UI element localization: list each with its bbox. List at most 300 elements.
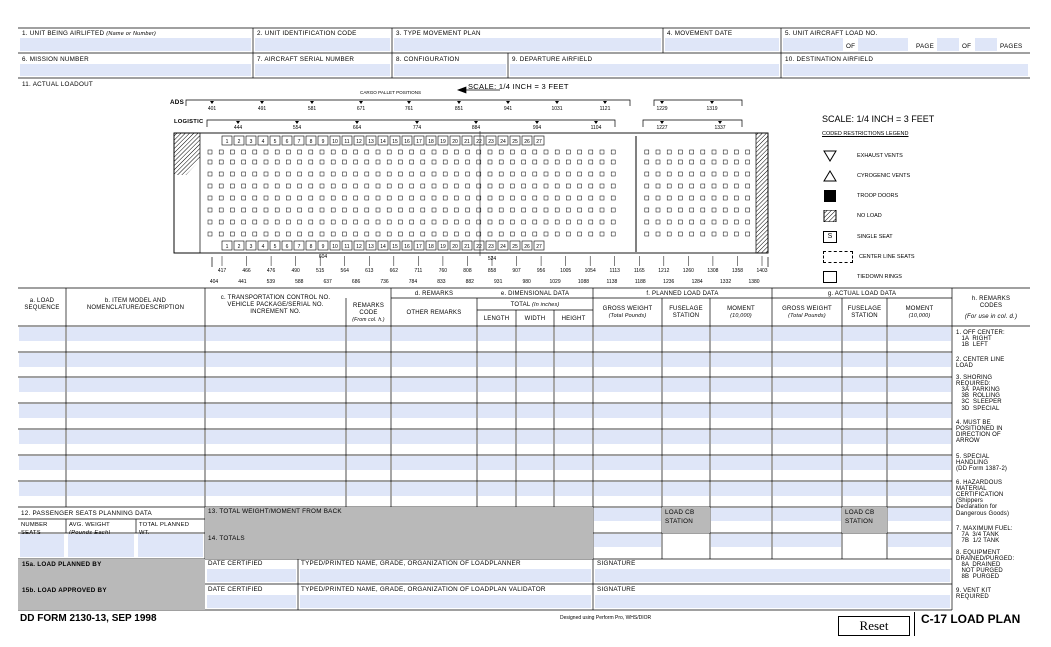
station-row1-1358: 1358 — [731, 268, 744, 274]
tiedown-ring — [701, 232, 705, 236]
ads-marker-491 — [260, 101, 264, 104]
totals-13-field-1[interactable] — [594, 508, 661, 521]
row-6-col-9-field[interactable] — [594, 456, 661, 470]
col-other-remarks-header: OTHER REMARKS — [406, 310, 462, 316]
tiedown-ring — [522, 150, 526, 154]
tiedown-ring — [264, 160, 268, 164]
tiedown-ring — [544, 220, 548, 224]
row-4-col-11-field[interactable] — [711, 404, 771, 418]
row-1-col-13-field[interactable] — [843, 327, 886, 341]
seat-bottom-label-21: 21 — [464, 244, 470, 250]
station-row2-637: 637 — [323, 279, 332, 285]
tiedown-ring — [578, 172, 582, 176]
row-6-col-13-field[interactable] — [843, 456, 886, 470]
remarks-code-9: 9. VENT KIT REQUIRED — [956, 588, 992, 601]
tiedown-ring — [656, 208, 660, 212]
row-7-col-8-field[interactable] — [555, 482, 592, 496]
row-2-col-11-field[interactable] — [711, 353, 771, 367]
row-3-col-8-field[interactable] — [555, 378, 592, 392]
row-2-col-5-field[interactable] — [392, 353, 476, 367]
seat-bottom-label-6: 6 — [285, 244, 289, 250]
row-7-col-12-field[interactable] — [773, 482, 841, 496]
row-4-col-12-field[interactable] — [773, 404, 841, 418]
tiedown-ring — [544, 184, 548, 188]
tiedown-ring — [309, 220, 313, 224]
tiedown-ring — [275, 232, 279, 236]
tiedown-ring — [645, 172, 649, 176]
tiedown-ring — [611, 184, 615, 188]
row-3-col-3-field[interactable] — [206, 378, 345, 392]
remarks-code-1: 1. OFF CENTER: 1A RIGHT 1B LEFT — [956, 330, 1005, 349]
tiedown-ring — [589, 150, 593, 154]
row-6-col-7-field[interactable] — [517, 456, 553, 470]
tiedown-ring — [219, 184, 223, 188]
planner-signature-field[interactable] — [595, 569, 950, 582]
tiedown-ring — [320, 184, 324, 188]
seat-top-label-18: 18 — [428, 139, 434, 145]
unit-aircraft-load-no-label: 5. UNIT AIRCRAFT LOAD NO. — [785, 30, 878, 37]
tiedown-ring — [331, 172, 335, 176]
row-5-col-12-field[interactable] — [773, 430, 841, 444]
logistic-marker-1104 — [594, 121, 598, 124]
tiedown-ring — [286, 172, 290, 176]
row-3-col-12-field[interactable] — [773, 378, 841, 392]
logistic-label: LOGISTIC — [174, 119, 204, 125]
tiedown-ring — [298, 150, 302, 154]
tiedown-ring — [354, 160, 358, 164]
row-5-col-11-field[interactable] — [711, 430, 771, 444]
tiedown-ring — [275, 172, 279, 176]
row-3-col-4-field[interactable] — [347, 378, 390, 392]
row-1-col-7-field[interactable] — [517, 327, 553, 341]
row-4-col-1-field[interactable] — [19, 404, 65, 418]
row-1-col-9-field[interactable] — [594, 327, 661, 341]
row-3-col-11-field[interactable] — [711, 378, 771, 392]
diagram-scale-label: SCALE: 1/4 INCH = 3 FEET — [468, 82, 569, 91]
row-1-col-12-field[interactable] — [773, 327, 841, 341]
tiedown-ring — [600, 150, 604, 154]
tiedown-ring — [701, 196, 705, 200]
row-5-col-10-field[interactable] — [663, 430, 709, 444]
row-4-col-14-field[interactable] — [888, 404, 951, 418]
row-7-col-10-field[interactable] — [663, 482, 709, 496]
station-row1-466: 466 — [242, 268, 251, 274]
row-2-col-7-field[interactable] — [517, 353, 553, 367]
tiedown-ring — [578, 220, 582, 224]
tiedown-ring — [264, 184, 268, 188]
seat-bottom-label-26: 26 — [524, 244, 530, 250]
row-3-col-2-field[interactable] — [67, 378, 204, 392]
row-6-col-12-field[interactable] — [773, 456, 841, 470]
tiedown-ring — [667, 172, 671, 176]
tiedown-ring — [242, 208, 246, 212]
row-4-col-10-field[interactable] — [663, 404, 709, 418]
unit-being-airlifted-label: 1. UNIT BEING AIRLIFTED (Name or Number) — [22, 30, 157, 37]
page-of-label: OF — [962, 43, 972, 50]
tiedown-ring — [701, 208, 705, 212]
row-3-col-9-field[interactable] — [594, 378, 661, 392]
tiedown-ring — [354, 208, 358, 212]
tiedown-ring — [342, 184, 346, 188]
tiedown-ring — [746, 184, 750, 188]
totals-14-field-1[interactable] — [594, 534, 661, 547]
row-3-col-13-field[interactable] — [843, 378, 886, 392]
col-actual-fuselage-station-header: FUSELAGE STATION — [847, 306, 882, 319]
row-4-col-7-field[interactable] — [517, 404, 553, 418]
tiedown-ring — [320, 172, 324, 176]
tiedown-ring — [656, 172, 660, 176]
col-remarks-codes-hint: (For use in col. d.) — [964, 314, 1018, 320]
tiedown-ring — [298, 196, 302, 200]
row-6-col-14-field[interactable] — [888, 456, 951, 470]
tiedown-ring — [746, 208, 750, 212]
planner-name-label: TYPED/PRINTED NAME, GRADE, ORGANIZATION OF LOADPLANNER — [301, 560, 521, 567]
tiedown-ring — [578, 184, 582, 188]
seat-top-label-23: 23 — [488, 139, 494, 145]
tiedown-ring — [667, 160, 671, 164]
planner-name-field[interactable] — [300, 569, 591, 582]
tiedown-ring — [746, 160, 750, 164]
row-4-col-8-field[interactable] — [555, 404, 592, 418]
date-certified-planned-label: DATE CERTIFIED — [208, 560, 263, 567]
tiedown-ring — [365, 232, 369, 236]
tiedown-ring — [645, 184, 649, 188]
tiedown-ring — [690, 150, 694, 154]
tiedown-ring — [354, 220, 358, 224]
row-3-col-14-field[interactable] — [888, 378, 951, 392]
row-7-col-5-field[interactable] — [392, 482, 476, 496]
tiedown-ring — [533, 232, 537, 236]
row-3-col-10-field[interactable] — [663, 378, 709, 392]
station-row1-564: 564 — [340, 268, 349, 274]
seat-bottom-label-15: 15 — [392, 244, 398, 250]
station-row1-1054: 1054 — [584, 268, 596, 274]
row-1-col-5-field[interactable] — [392, 327, 476, 341]
tiedown-ring — [645, 220, 649, 224]
col-total-in-inches-header: TOTAL (In inches) — [510, 302, 560, 308]
row-7-col-4-field[interactable] — [347, 482, 390, 496]
totals-13-field-2[interactable] — [711, 508, 771, 521]
logistic-marker-1337 — [718, 121, 722, 124]
tiedown-ring — [365, 184, 369, 188]
seat-top-label-22: 22 — [476, 139, 482, 145]
row-5-col-13-field[interactable] — [843, 430, 886, 444]
tiedown-ring — [208, 160, 212, 164]
seat-bottom-label-19: 19 — [440, 244, 446, 250]
tiedown-ring — [488, 184, 492, 188]
seat-bottom-label-9: 9 — [321, 244, 325, 250]
tiedown-ring — [522, 184, 526, 188]
seat-top-label-26: 26 — [524, 139, 530, 145]
tiedown-ring — [410, 150, 414, 154]
row-6-col-5-field[interactable] — [392, 456, 476, 470]
row-1-col-11-field[interactable] — [711, 327, 771, 341]
tiedown-ring — [454, 196, 458, 200]
row-3-col-5-field[interactable] — [392, 378, 476, 392]
station-mark-bottom: 604 — [318, 254, 328, 260]
row-1-col-8-field[interactable] — [555, 327, 592, 341]
load-planned-by-label: 15a. LOAD PLANNED BY — [22, 561, 102, 568]
col-planned-load-data-header: f. PLANNED LOAD DATA — [646, 291, 719, 297]
form-number: DD FORM 2130-13, SEP 1998 — [20, 613, 157, 624]
tiedown-ring — [376, 220, 380, 224]
row-4-col-13-field[interactable] — [843, 404, 886, 418]
tiedown-ring — [365, 196, 369, 200]
tiedown-ring — [219, 232, 223, 236]
legend-title: CODED RESTRICTIONS LEGEND — [822, 131, 909, 137]
logistic-station-1104: 1104 — [590, 125, 602, 131]
aircraft-serial-number-label: 7. AIRCRAFT SERIAL NUMBER — [257, 56, 355, 63]
row-2-col-8-field[interactable] — [555, 353, 592, 367]
row-7-col-6-field[interactable] — [478, 482, 515, 496]
row-4-col-2-field[interactable] — [67, 404, 204, 418]
tiedown-ring — [712, 160, 716, 164]
row-7-col-11-field[interactable] — [711, 482, 771, 496]
col-actual-moment-header: MOMENT (10,000) — [905, 306, 934, 319]
tiedown-ring — [286, 150, 290, 154]
seat-bottom-label-18: 18 — [428, 244, 434, 250]
tiedown-ring — [342, 208, 346, 212]
station-row2-736: 736 — [380, 279, 389, 285]
tiedown-ring — [645, 208, 649, 212]
tiedown-ring — [488, 220, 492, 224]
row-6-col-1-field[interactable] — [19, 456, 65, 470]
row-3-col-1-field[interactable] — [19, 378, 65, 392]
row-1-col-4-field[interactable] — [347, 327, 390, 341]
seat-bottom-label-4: 4 — [261, 244, 265, 250]
row-7-col-13-field[interactable] — [843, 482, 886, 496]
row-1-col-1-field[interactable] — [19, 327, 65, 341]
tiedown-ring — [499, 220, 503, 224]
logistic-marker-444 — [236, 121, 240, 124]
row-2-col-2-field[interactable] — [67, 353, 204, 367]
row-6-col-2-field[interactable] — [67, 456, 204, 470]
reset-button[interactable]: Reset — [838, 616, 910, 636]
row-3-col-6-field[interactable] — [478, 378, 515, 392]
validator-signature-field[interactable] — [595, 595, 950, 608]
tiedown-ring — [645, 150, 649, 154]
tiedown-ring — [354, 172, 358, 176]
tiedown-ring — [454, 160, 458, 164]
tiedown-ring — [544, 196, 548, 200]
row-2-col-12-field[interactable] — [773, 353, 841, 367]
row-5-col-5-field[interactable] — [392, 430, 476, 444]
tiedown-ring — [645, 160, 649, 164]
tiedown-ring — [309, 160, 313, 164]
date-certified-approved-field[interactable] — [207, 595, 296, 608]
row-6-col-3-field[interactable] — [206, 456, 345, 470]
row-6-col-8-field[interactable] — [555, 456, 592, 470]
tiedown-ring — [510, 172, 514, 176]
totals-13-field-4[interactable] — [888, 508, 951, 521]
tiedown-ring — [230, 172, 234, 176]
tiedown-ring — [443, 196, 447, 200]
tiedown-ring — [611, 150, 615, 154]
tiedown-ring — [342, 150, 346, 154]
row-7-col-14-field[interactable] — [888, 482, 951, 496]
seat-bottom-label-27: 27 — [536, 244, 542, 250]
ads-marker-941 — [506, 101, 510, 104]
station-row1-662: 662 — [389, 268, 398, 274]
tiedown-ring — [342, 232, 346, 236]
tiedown-ring — [690, 160, 694, 164]
totals-13-field-3[interactable] — [773, 508, 841, 521]
tiedown-ring — [723, 232, 727, 236]
row-4-col-5-field[interactable] — [392, 404, 476, 418]
tiedown-ring — [242, 220, 246, 224]
ads-station-1319: 1319 — [706, 106, 718, 112]
tiedown-ring — [611, 220, 615, 224]
ads-marker-1031 — [555, 101, 559, 104]
tiedown-ring — [678, 184, 682, 188]
tiedown-ring — [678, 196, 682, 200]
tiedown-ring — [387, 232, 391, 236]
tiedown-ring — [354, 196, 358, 200]
row-2-col-6-field[interactable] — [478, 353, 515, 367]
seat-top-label-13: 13 — [368, 139, 374, 145]
tiedown-ring — [611, 232, 615, 236]
station-row2-1380: 1380 — [748, 279, 760, 285]
total-planned-wt-label: TOTAL PLANNED — [139, 522, 190, 528]
tiedown-ring — [510, 208, 514, 212]
tiedown-ring — [734, 232, 738, 236]
row-5-col-3-field[interactable] — [206, 430, 345, 444]
station-row2-1284: 1284 — [691, 279, 703, 285]
tiedown-ring — [566, 160, 570, 164]
tiedown-ring — [309, 208, 313, 212]
row-7-col-7-field[interactable] — [517, 482, 553, 496]
row-5-col-8-field[interactable] — [555, 430, 592, 444]
tiedown-ring — [387, 160, 391, 164]
departure-airfield-label: 9. DEPARTURE AIRFIELD — [512, 56, 593, 63]
tiedown-ring — [443, 160, 447, 164]
tiedown-ring — [298, 232, 302, 236]
validator-name-field[interactable] — [300, 595, 591, 608]
row-2-col-3-field[interactable] — [206, 353, 345, 367]
row-7-col-9-field[interactable] — [594, 482, 661, 496]
tiedown-ring — [230, 232, 234, 236]
tiedown-ring — [242, 184, 246, 188]
row-5-col-1-field[interactable] — [19, 430, 65, 444]
station-row1-1113: 1113 — [609, 268, 620, 274]
seat-bottom-label-22: 22 — [476, 244, 482, 250]
seat-bottom-label-11: 11 — [344, 244, 350, 250]
station-row2-931: 931 — [494, 279, 503, 285]
row-7-col-2-field[interactable] — [67, 482, 204, 496]
row-4-col-3-field[interactable] — [206, 404, 345, 418]
avg-weight-field[interactable] — [68, 534, 134, 557]
row-5-col-2-field[interactable] — [67, 430, 204, 444]
row-1-col-3-field[interactable] — [206, 327, 345, 341]
total-planned-wt-field[interactable] — [138, 534, 203, 557]
logistic-station-554: 554 — [292, 125, 302, 131]
totals-14-field-3[interactable] — [773, 534, 841, 547]
station-row1-1005: 1005 — [560, 268, 572, 274]
tiedown-ring — [589, 220, 593, 224]
row-6-col-4-field[interactable] — [347, 456, 390, 470]
tiedown-ring — [522, 196, 526, 200]
row-4-col-6-field[interactable] — [478, 404, 515, 418]
row-5-col-7-field[interactable] — [517, 430, 553, 444]
tiedown-ring — [555, 184, 559, 188]
row-1-col-2-field[interactable] — [67, 327, 204, 341]
row-5-col-9-field[interactable] — [594, 430, 661, 444]
row-6-col-11-field[interactable] — [711, 456, 771, 470]
tiedown-ring — [219, 196, 223, 200]
tiedown-ring — [432, 208, 436, 212]
row-2-col-13-field[interactable] — [843, 353, 886, 367]
ads-station-491: 491 — [257, 106, 267, 112]
row-1-col-6-field[interactable] — [478, 327, 515, 341]
row-3-col-7-field[interactable] — [517, 378, 553, 392]
row-1-col-10-field[interactable] — [663, 327, 709, 341]
row-2-col-4-field[interactable] — [347, 353, 390, 367]
tiedown-ring — [376, 196, 380, 200]
row-7-col-1-field[interactable] — [19, 482, 65, 496]
tiedown-ring — [242, 196, 246, 200]
row-4-col-4-field[interactable] — [347, 404, 390, 418]
form-title: C-17 LOAD PLAN — [921, 612, 1021, 626]
tiedown-ring — [678, 160, 682, 164]
row-7-col-3-field[interactable] — [206, 482, 345, 496]
row-2-col-9-field[interactable] — [594, 353, 661, 367]
tiedown-ring — [365, 220, 369, 224]
tiedown-ring — [219, 208, 223, 212]
tiedown-ring — [208, 232, 212, 236]
logistic-station-664: 664 — [352, 125, 362, 131]
totals-14-field-2[interactable] — [711, 534, 771, 547]
tiedown-ring — [566, 232, 570, 236]
tiedown-ring — [690, 184, 694, 188]
tiedown-ring — [656, 160, 660, 164]
row-2-col-14-field[interactable] — [888, 353, 951, 367]
station-row1-858: 858 — [487, 268, 497, 274]
tiedown-ring — [578, 232, 582, 236]
designer-credit: Designed using Perform Pro, WHS/DIOR — [560, 615, 652, 621]
tiedown-ring — [286, 160, 290, 164]
col-remarks-code-hint: (From col. h.) — [352, 317, 385, 323]
row-6-col-10-field[interactable] — [663, 456, 709, 470]
tiedown-ring — [734, 184, 738, 188]
no-load-icon — [823, 210, 837, 222]
tiedown-ring — [275, 196, 279, 200]
logistic-marker-774 — [415, 121, 419, 124]
tiedown-ring — [298, 184, 302, 188]
row-5-col-14-field[interactable] — [888, 430, 951, 444]
row-6-col-6-field[interactable] — [478, 456, 515, 470]
row-1-col-14-field[interactable] — [888, 327, 951, 341]
tiedown-ring — [656, 150, 660, 154]
tiedown-ring — [443, 220, 447, 224]
tiedown-ring — [342, 196, 346, 200]
row-5-col-6-field[interactable] — [478, 430, 515, 444]
station-row1-956: 956 — [536, 268, 546, 274]
tiedown-ring — [410, 172, 414, 176]
totals-14-field-4[interactable] — [888, 534, 951, 547]
station-row1-1260: 1260 — [682, 268, 694, 274]
date-certified-planned-field[interactable] — [207, 569, 296, 582]
date-certified-approved-label: DATE CERTIFIED — [208, 586, 263, 593]
row-2-col-1-field[interactable] — [19, 353, 65, 367]
row-5-col-4-field[interactable] — [347, 430, 390, 444]
row-4-col-9-field[interactable] — [594, 404, 661, 418]
tiedown-ring — [454, 150, 458, 154]
row-2-col-10-field[interactable] — [663, 353, 709, 367]
tiedown-ring — [734, 220, 738, 224]
ads-marker-761 — [407, 101, 411, 104]
tiedown-ring — [600, 184, 604, 188]
number-seats-field[interactable] — [20, 534, 64, 557]
